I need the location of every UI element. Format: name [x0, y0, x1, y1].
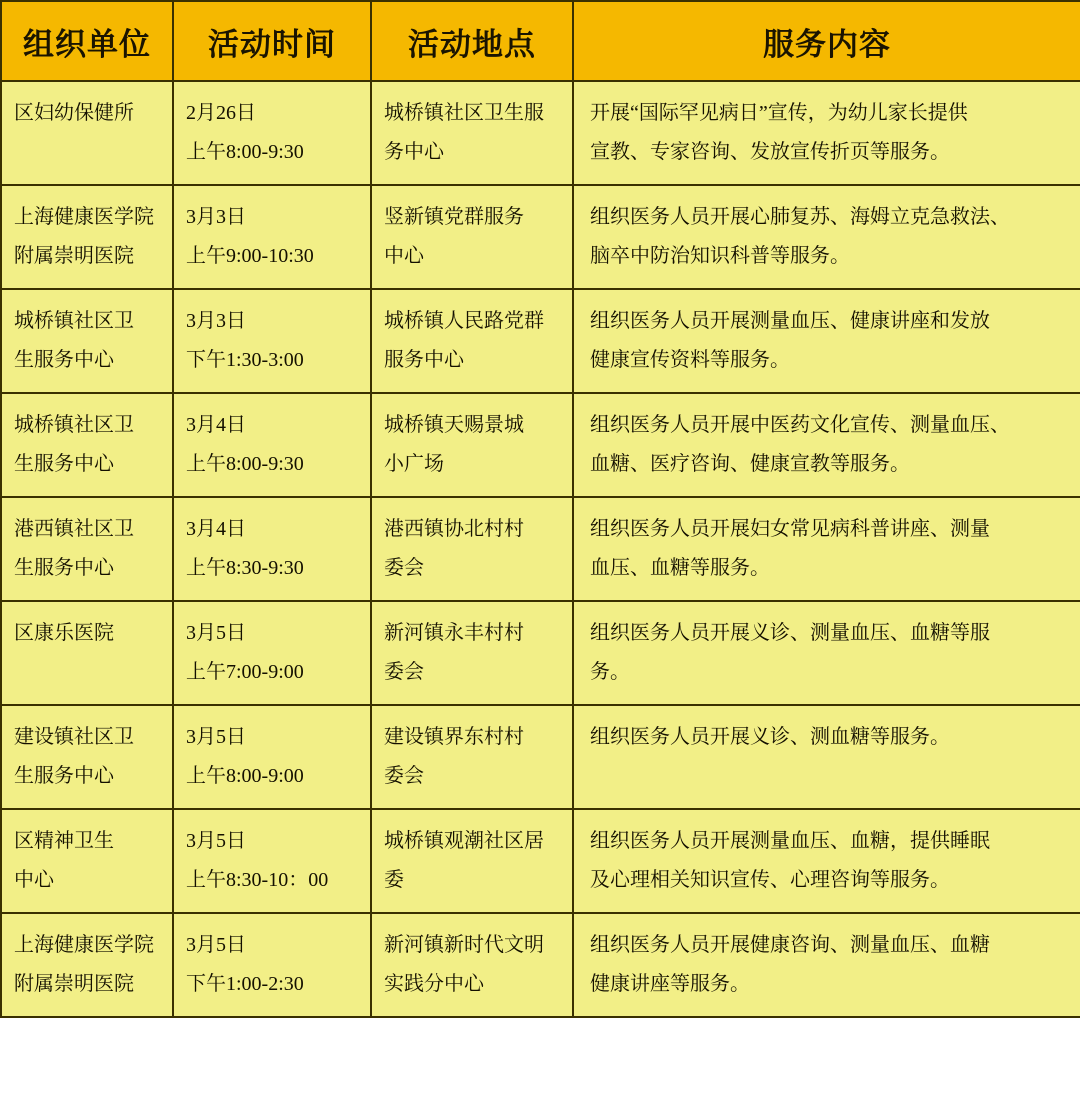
- cell-time-line: 3月5日: [186, 934, 246, 956]
- cell-content-line: 健康讲座等服务。: [590, 973, 750, 995]
- table-row: [1, 497, 1080, 601]
- cell-time: [173, 185, 371, 289]
- cell-content-line: 务。: [590, 661, 630, 683]
- cell-time-line: 上午8:00-9:30: [186, 141, 304, 163]
- cell-place-lines: [384, 510, 562, 588]
- cell-place-lines: [384, 822, 562, 900]
- cell-place: [371, 81, 573, 185]
- cell-time-lines: [186, 302, 360, 380]
- cell-place-lines: [384, 302, 562, 380]
- cell-time-line: 3月5日: [186, 622, 246, 644]
- cell-unit: [1, 497, 173, 601]
- cell-place: [371, 705, 573, 809]
- cell-content: [573, 81, 1080, 185]
- cell-place-line: 委会: [384, 765, 424, 787]
- cell-place-lines: [384, 406, 562, 484]
- cell-place-line: 中心: [384, 245, 424, 267]
- cell-unit-line: 上海健康医学院: [14, 934, 154, 956]
- cell-time-lines: [186, 94, 360, 172]
- cell-unit-line: 生服务中心: [14, 453, 114, 475]
- table-header-row: [1, 1, 1080, 81]
- cell-place-lines: [384, 718, 562, 796]
- cell-time-line: 上午8:00-9:30: [186, 453, 304, 475]
- cell-time-line: 上午8:30-10：00: [186, 869, 329, 891]
- cell-time-line: 下午1:00-2:30: [186, 973, 304, 995]
- cell-time: [173, 393, 371, 497]
- cell-content-line: 组织医务人员开展妇女常见病科普讲座、测量: [590, 518, 990, 540]
- cell-unit-lines: [14, 926, 162, 1004]
- cell-content-line: 组织医务人员开展义诊、测血糖等服务。: [590, 726, 950, 748]
- cell-content-line: 组织医务人员开展中医药文化宣传、测量血压、: [590, 414, 1010, 436]
- cell-unit-line: 港西镇社区卫: [14, 518, 134, 540]
- cell-place: [371, 497, 573, 601]
- cell-content-lines: [590, 198, 1070, 276]
- table-row: [1, 913, 1080, 1017]
- cell-time-lines: [186, 198, 360, 276]
- cell-time-line: 3月3日: [186, 310, 246, 332]
- cell-place: [371, 601, 573, 705]
- cell-content: [573, 601, 1080, 705]
- cell-time-lines: [186, 510, 360, 588]
- cell-content-line: 组织医务人员开展测量血压、血糖，提供睡眠: [590, 830, 990, 852]
- table-row: [1, 601, 1080, 705]
- cell-content-line: 开展“国际罕见病日”宣传，为幼儿家长提供: [590, 102, 968, 124]
- cell-content-lines: [590, 614, 1070, 692]
- cell-time: [173, 913, 371, 1017]
- cell-content: [573, 705, 1080, 809]
- cell-content-line: 血压、血糖等服务。: [590, 557, 770, 579]
- cell-unit-line: 区精神卫生: [14, 830, 114, 852]
- cell-content-line: 宣教、专家咨询、发放宣传折页等服务。: [590, 141, 950, 163]
- cell-place-line: 新河镇永丰村村: [384, 622, 524, 644]
- cell-place: [371, 289, 573, 393]
- cell-place-line: 港西镇协北村村: [384, 518, 524, 540]
- table-header: [1, 1, 1080, 81]
- cell-content: [573, 809, 1080, 913]
- cell-time: [173, 809, 371, 913]
- cell-time-line: 上午8:30-9:30: [186, 557, 304, 579]
- cell-place-line: 城桥镇观潮社区居: [384, 830, 544, 852]
- cell-place-line: 城桥镇天赐景城: [384, 414, 524, 436]
- cell-unit-line: 区康乐医院: [14, 622, 114, 644]
- cell-unit-lines: [14, 614, 162, 653]
- table-body: [1, 81, 1080, 1017]
- table-row: [1, 705, 1080, 809]
- cell-unit-line: 上海健康医学院: [14, 206, 154, 228]
- cell-unit-lines: [14, 822, 162, 900]
- cell-unit-line: 中心: [14, 869, 54, 891]
- cell-unit: [1, 601, 173, 705]
- cell-place-line: 城桥镇人民路党群: [384, 310, 544, 332]
- cell-content: [573, 289, 1080, 393]
- column-header-place: 活动地点: [371, 1, 573, 81]
- cell-unit-line: 附属崇明医院: [14, 245, 134, 267]
- cell-time: [173, 497, 371, 601]
- cell-unit-lines: [14, 94, 162, 133]
- cell-unit-lines: [14, 302, 162, 380]
- cell-content-lines: [590, 926, 1070, 1004]
- cell-time-lines: [186, 718, 360, 796]
- cell-time: [173, 289, 371, 393]
- cell-unit-line: 附属崇明医院: [14, 973, 134, 995]
- cell-time-line: 上午9:00-10:30: [186, 245, 314, 267]
- cell-time-line: 下午1:30-3:00: [186, 349, 304, 371]
- cell-content-line: 组织医务人员开展心肺复苏、海姆立克急救法、: [590, 206, 1010, 228]
- cell-place-lines: [384, 198, 562, 276]
- cell-place-line: 务中心: [384, 141, 444, 163]
- cell-time-line: 3月5日: [186, 726, 246, 748]
- cell-content: [573, 497, 1080, 601]
- table-row: [1, 185, 1080, 289]
- column-header-content: 服务内容: [573, 1, 1080, 81]
- cell-time-line: 3月4日: [186, 518, 246, 540]
- cell-time-line: 2月26日: [186, 102, 256, 124]
- cell-content-line: 组织医务人员开展测量血压、健康讲座和发放: [590, 310, 990, 332]
- cell-content-lines: [590, 406, 1070, 484]
- cell-place-line: 委会: [384, 661, 424, 683]
- cell-place-line: 小广场: [384, 453, 444, 475]
- cell-unit-lines: [14, 510, 162, 588]
- cell-unit-line: 生服务中心: [14, 765, 114, 787]
- cell-unit-line: 生服务中心: [14, 349, 114, 371]
- table-row: [1, 809, 1080, 913]
- cell-place-line: 委: [384, 869, 404, 891]
- cell-unit-lines: [14, 198, 162, 276]
- cell-time-line: 上午7:00-9:00: [186, 661, 304, 683]
- cell-time-line: 上午8:00-9:00: [186, 765, 304, 787]
- cell-time-line: 3月3日: [186, 206, 246, 228]
- cell-time-lines: [186, 406, 360, 484]
- cell-unit: [1, 705, 173, 809]
- cell-place-lines: [384, 94, 562, 172]
- table-row: [1, 81, 1080, 185]
- cell-time-line: 3月4日: [186, 414, 246, 436]
- cell-time-lines: [186, 822, 360, 900]
- cell-place-line: 实践分中心: [384, 973, 484, 995]
- cell-place-line: 建设镇界东村村: [384, 726, 524, 748]
- cell-time: [173, 705, 371, 809]
- cell-unit-line: 区妇幼保健所: [14, 102, 134, 124]
- cell-content: [573, 393, 1080, 497]
- cell-unit-line: 城桥镇社区卫: [14, 310, 134, 332]
- cell-unit-line: 城桥镇社区卫: [14, 414, 134, 436]
- cell-unit-lines: [14, 406, 162, 484]
- cell-time-line: 3月5日: [186, 830, 246, 852]
- cell-content-line: 血糖、医疗咨询、健康宣教等服务。: [590, 453, 910, 475]
- column-header-unit: 组织单位: [1, 1, 173, 81]
- cell-content-lines: [590, 510, 1070, 588]
- cell-place: [371, 913, 573, 1017]
- table-row: [1, 289, 1080, 393]
- cell-content-line: 组织医务人员开展义诊、测量血压、血糖等服: [590, 622, 990, 644]
- cell-time: [173, 601, 371, 705]
- cell-unit: [1, 81, 173, 185]
- cell-content-line: 组织医务人员开展健康咨询、测量血压、血糖: [590, 934, 990, 956]
- cell-place-line: 新河镇新时代文明: [384, 934, 544, 956]
- cell-content-line: 脑卒中防治知识科普等服务。: [590, 245, 850, 267]
- cell-unit: [1, 185, 173, 289]
- cell-unit: [1, 913, 173, 1017]
- cell-content: [573, 185, 1080, 289]
- cell-unit-lines: [14, 718, 162, 796]
- cell-unit: [1, 393, 173, 497]
- table-row: [1, 393, 1080, 497]
- column-header-time: 活动时间: [173, 1, 371, 81]
- cell-time-lines: [186, 614, 360, 692]
- cell-content-lines: [590, 302, 1070, 380]
- cell-place: [371, 185, 573, 289]
- cell-content-lines: [590, 94, 1070, 172]
- cell-unit-line: 生服务中心: [14, 557, 114, 579]
- cell-unit: [1, 289, 173, 393]
- cell-content-line: 健康宣传资料等服务。: [590, 349, 790, 371]
- cell-time-lines: [186, 926, 360, 1004]
- cell-place-lines: [384, 926, 562, 1004]
- cell-content: [573, 913, 1080, 1017]
- cell-content-line: 及心理相关知识宣传、心理咨询等服务。: [590, 869, 950, 891]
- cell-place-line: 委会: [384, 557, 424, 579]
- cell-content-lines: [590, 822, 1070, 900]
- cell-time: [173, 81, 371, 185]
- cell-place: [371, 393, 573, 497]
- cell-place-lines: [384, 614, 562, 692]
- cell-content-lines: [590, 718, 1070, 757]
- cell-unit: [1, 809, 173, 913]
- cell-unit-line: 建设镇社区卫: [14, 726, 134, 748]
- cell-place-line: 城桥镇社区卫生服: [384, 102, 544, 124]
- cell-place-line: 服务中心: [384, 349, 464, 371]
- cell-place-line: 竖新镇党群服务: [384, 206, 524, 228]
- cell-place: [371, 809, 573, 913]
